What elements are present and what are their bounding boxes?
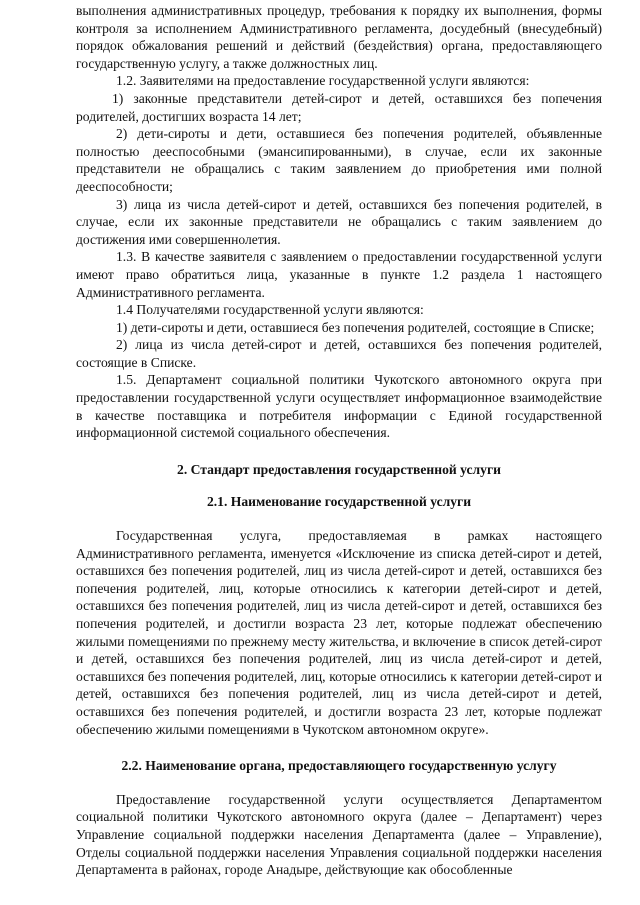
paragraph-1-4: 1.4 Получателями государственной услуги являются: (116, 302, 424, 318)
section-2-title: 2. Стандарт предоставления государственной услуги (177, 461, 501, 477)
section-2-1-text: Государственная услуга, предоставляемая в рамках настоящего Административного регламента, именуется «Исключение из списка детей-сирот и детей, оставшихся без попечения родителей, лиц из числа детей-сирот и детей, оставшихся без попечения родителей, лиц, которые относились к категории детей-сирот и детей, оставшихся без попечения родителей, лиц из числа детей-сирот и детей, оставшихся без попечения родителей, и достигли возраста 23 лет, которые подлежат обеспечению жилыми помещениями по прежнему месту жительства, и включение в список детей-сирот и детей, оставшихся без попечения родителей, лиц из числа детей-сирот и детей, оставшихся без попечения родителей, лиц, которые относились к категории детей-сирот и детей, оставшихся без попечения родителей, лиц из числа детей-сирот и детей, оставшихся без попечения родителей, и достигли возраста 23 лет, которые подлежат обеспечению жилыми помещениями в Чукотском автономном округе». (76, 528, 602, 737)
paragraph-1-3: 1.3. В качестве заявителя с заявлением о предоставлении государственной услуги имеют право обратиться лица, указанные в пункте 1.2 раздела 1 настоящего Административного регламента. (76, 249, 602, 300)
paragraph-1-2: 1.2. Заявителями на предоставление государственной услуги являются: (116, 73, 530, 89)
paragraph-1-4-item-2: 2) лица из числа детей-сирот и детей, оставшихся без попечения родителей, состоящие в Списке. (76, 337, 602, 370)
section-2-1-title: 2.1. Наименование государственной услуги (206, 494, 472, 510)
paragraph-1-2-item-1: 1) законные представители детей-сирот и детей, оставшихся без попечения родителей, достигших возраста 14 лет; (76, 90, 602, 124)
paragraph-1-4-item-1: 1) дети-сироты и дети, оставшиеся без попечения родителей, состоящие в Списке; (116, 319, 595, 335)
section-2-2-text: Предоставление государственной услуги осуществляется Департаментом социальной политики Чукотского автономного округа (далее – Департамент) через Управление социальной поддержки населения Департамента (далее – Управление), Отделы социальной поддержки населения Управления социальной поддержки населения Департамента в районах, городе Анадыре, действующие как обособленные (76, 791, 602, 878)
section-2-2-title: 2.2. Наименование органа, предоставляющего государственную услугу (121, 758, 557, 774)
paragraph-1-2-item-2: 2) дети-сироты и дети, оставшиеся без попечения родителей, объявленные полностью дееспособными (эмансипированными), в случае, если их законные представители не обращались с таким заявлением до приобретения ими полной дееспособности; (76, 126, 602, 194)
paragraph-1-2-item-3: 3) лица из числа детей-сирот и детей, оставшихся без попечения родителей, в случае, если их законные представители не обращались с таким заявлением до достижения ими совершеннолетия. (76, 196, 602, 247)
intro-paragraph: выполнения административных процедур, требования к порядку их выполнения, формы контроля за исполнением Административного регламента, досудебный (внесудебный) порядок обжалования решений и действий (бездействия) органа, предоставляющего государственную услугу, а также должностных лиц. (76, 3, 602, 71)
paragraph-1-5: 1.5. Департамент социальной политики Чукотского автономного округа при предоставлении государственной услуги осуществляет информационное взаимодействие в качестве поставщика и потребителя информации с Единой государственной информационной системой социального обеспечения. (76, 372, 602, 441)
